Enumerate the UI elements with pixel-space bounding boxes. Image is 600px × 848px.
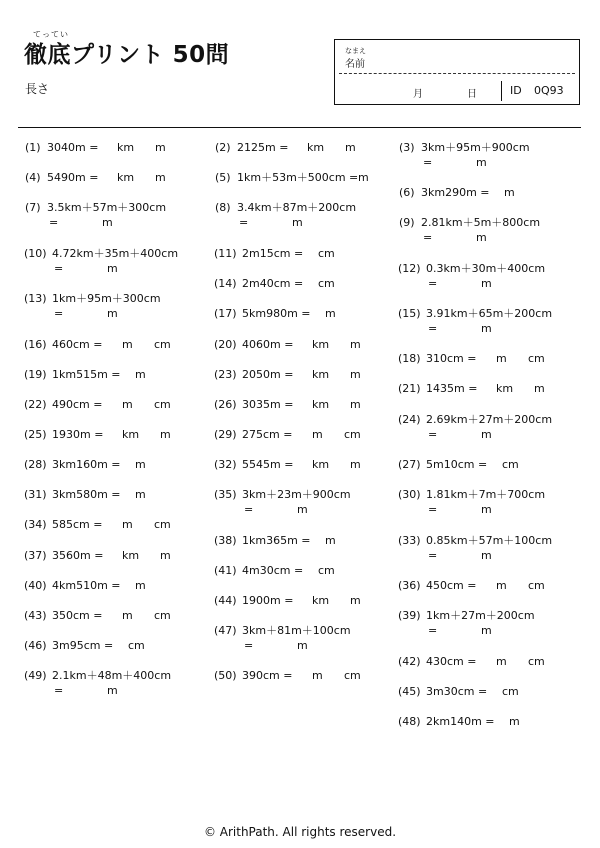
problem-expression: 2050m = xyxy=(242,368,294,381)
name-label: 名前 xyxy=(345,59,365,70)
unit-label: cm xyxy=(502,458,519,471)
equals-sign: = xyxy=(428,549,438,562)
unit-label: cm xyxy=(528,352,545,365)
problem-item xyxy=(398,413,578,443)
unit-label: m xyxy=(496,579,507,592)
problem-number: (24) xyxy=(398,413,421,426)
equals-sign: = xyxy=(244,503,254,516)
problem-number: (48) xyxy=(398,715,421,728)
problem-number: (11) xyxy=(214,247,237,260)
unit-label: m xyxy=(312,669,323,682)
unit-label: m xyxy=(155,171,166,184)
problem-expression: 3.4km＋87m＋200cm xyxy=(237,201,357,214)
problem-expression: 1900m = xyxy=(242,594,294,607)
name-underline xyxy=(339,73,575,74)
problem-item xyxy=(214,201,389,231)
unit-label: m xyxy=(481,624,492,637)
problem-number: (21) xyxy=(398,382,421,395)
problem-item xyxy=(398,458,578,473)
problem-number: (22) xyxy=(24,398,47,411)
unit-label: km xyxy=(122,549,140,562)
problem-number: (32) xyxy=(214,458,237,471)
unit-label: m xyxy=(481,428,492,441)
day-label: 日 xyxy=(467,89,477,100)
problem-expression: 4.72km＋35m＋400cm xyxy=(52,247,179,260)
page-subtitle: 長さ xyxy=(25,82,50,96)
problem-number: (37) xyxy=(24,549,47,562)
problem-expression: 1km＋95m＋300cm xyxy=(52,292,161,305)
problem-expression: 3.91km＋65m＋200cm xyxy=(426,307,553,320)
unit-label: m xyxy=(345,141,356,154)
problem-number: (9) xyxy=(399,216,415,229)
unit-label: cm xyxy=(344,428,361,441)
problem-expression: 350cm = xyxy=(52,609,103,622)
problem-item xyxy=(214,247,389,262)
problem-item xyxy=(214,488,389,518)
problem-expression: 1435m = xyxy=(426,382,478,395)
unit-label: m xyxy=(122,338,133,351)
problem-number: (29) xyxy=(214,428,237,441)
copyright: © ArithPath. All rights reserved. xyxy=(203,825,397,839)
problem-item xyxy=(214,141,389,156)
problem-item xyxy=(24,669,199,699)
unit-label: cm xyxy=(154,338,171,351)
unit-label: m xyxy=(481,503,492,516)
unit-label: m xyxy=(160,549,171,562)
problem-item xyxy=(398,352,578,367)
problem-expression: 3040m = xyxy=(47,141,99,154)
problem-number: (16) xyxy=(24,338,47,351)
problem-expression: 3km290m = xyxy=(421,186,490,199)
unit-label: cm xyxy=(502,685,519,698)
unit-label: m xyxy=(350,594,361,607)
problem-item xyxy=(214,594,389,609)
problem-item xyxy=(398,579,578,594)
problem-expression: 490cm = xyxy=(52,398,103,411)
problem-expression: 1km365m = xyxy=(242,534,311,547)
unit-label: m xyxy=(350,458,361,471)
problem-expression: 2.69km＋27m＋200cm xyxy=(426,413,553,426)
name-box xyxy=(334,39,580,105)
unit-label: m xyxy=(358,171,369,184)
equals-sign: = xyxy=(423,156,433,169)
problem-number: (19) xyxy=(24,368,47,381)
unit-label: m xyxy=(107,684,118,697)
id-label: ID xyxy=(510,84,522,97)
problem-expression: 2.81km＋5m＋800cm xyxy=(421,216,541,229)
equals-sign: = xyxy=(423,231,433,244)
problem-item xyxy=(214,398,389,413)
problem-expression: 3560m = xyxy=(52,549,104,562)
problem-item xyxy=(24,518,199,533)
problem-number: (4) xyxy=(25,171,41,184)
unit-label: m xyxy=(135,579,146,592)
unit-label: m xyxy=(350,338,361,351)
unit-label: cm xyxy=(344,669,361,682)
problem-expression: 275cm = xyxy=(242,428,293,441)
problem-expression: 3km＋23m＋900cm xyxy=(242,488,351,501)
unit-label: km xyxy=(496,382,514,395)
problem-item xyxy=(398,488,578,518)
problem-number: (47) xyxy=(214,624,237,637)
problem-item xyxy=(214,458,389,473)
problem-item xyxy=(214,428,389,443)
problem-item xyxy=(398,382,578,397)
equals-sign: = xyxy=(428,322,438,335)
problem-expression: 0.85km＋57m＋100cm xyxy=(426,534,553,547)
problem-number: (38) xyxy=(214,534,237,547)
problem-number: (40) xyxy=(24,579,47,592)
unit-label: km xyxy=(312,368,330,381)
problem-number: (31) xyxy=(24,488,47,501)
problem-expression: 1km＋27m＋200cm xyxy=(426,609,535,622)
equals-sign: = xyxy=(49,216,59,229)
equals-sign: = xyxy=(428,428,438,441)
unit-label: cm xyxy=(154,518,171,531)
unit-label: m xyxy=(135,458,146,471)
unit-label: km xyxy=(312,594,330,607)
page-title: 徹底プリント 50問 xyxy=(24,42,230,68)
unit-label: km xyxy=(307,141,325,154)
problem-number: (35) xyxy=(214,488,237,501)
problem-number: (23) xyxy=(214,368,237,381)
problem-number: (50) xyxy=(214,669,237,682)
problem-expression: 1km515m = xyxy=(52,368,121,381)
equals-sign: = xyxy=(239,216,249,229)
unit-label: m xyxy=(481,277,492,290)
unit-label: cm xyxy=(154,398,171,411)
problem-expression: 2m15cm = xyxy=(242,247,304,260)
unit-label: km xyxy=(312,458,330,471)
problem-expression: 1.81km＋7m＋700cm xyxy=(426,488,546,501)
problem-item xyxy=(214,624,389,654)
problem-expression: 3km＋95m＋900cm xyxy=(421,141,530,154)
problem-item xyxy=(24,398,199,413)
unit-label: m xyxy=(476,156,487,169)
problem-number: (42) xyxy=(398,655,421,668)
unit-label: cm xyxy=(318,564,335,577)
unit-label: m xyxy=(107,262,118,275)
problem-number: (49) xyxy=(24,669,47,682)
problem-expression: 4060m = xyxy=(242,338,294,351)
equals-sign: = xyxy=(54,307,64,320)
unit-label: m xyxy=(297,639,308,652)
problem-item xyxy=(24,639,199,654)
problem-item xyxy=(24,488,199,503)
problem-item xyxy=(24,247,199,277)
equals-sign: = xyxy=(428,277,438,290)
problem-expression: 2m40cm = xyxy=(242,277,304,290)
unit-label: m xyxy=(135,368,146,381)
problem-expression: 4m30cm = xyxy=(242,564,304,577)
title-ruby: てってい xyxy=(33,30,69,39)
problem-number: (33) xyxy=(398,534,421,547)
problem-expression: 0.3km＋30m＋400cm xyxy=(426,262,546,275)
unit-label: cm xyxy=(318,277,335,290)
problem-item xyxy=(214,368,389,383)
problem-item xyxy=(398,609,578,639)
problem-expression: 5m10cm = xyxy=(426,458,488,471)
problem-number: (6) xyxy=(399,186,415,199)
unit-label: m xyxy=(107,307,118,320)
problem-item xyxy=(398,262,578,292)
problem-expression: 390cm = xyxy=(242,669,293,682)
problem-expression: 3km＋81m＋100cm xyxy=(242,624,351,637)
unit-label: m xyxy=(350,368,361,381)
unit-label: m xyxy=(496,352,507,365)
unit-label: m xyxy=(312,428,323,441)
problem-number: (28) xyxy=(24,458,47,471)
problem-number: (45) xyxy=(398,685,421,698)
unit-label: m xyxy=(122,398,133,411)
unit-label: m xyxy=(481,549,492,562)
problem-number: (8) xyxy=(215,201,231,214)
problem-expression: 4km510m = xyxy=(52,579,121,592)
unit-label: km xyxy=(312,398,330,411)
problem-number: (25) xyxy=(24,428,47,441)
problem-item xyxy=(24,549,199,564)
unit-label: m xyxy=(292,216,303,229)
problem-expression: 310cm = xyxy=(426,352,477,365)
problem-item xyxy=(214,669,389,684)
problem-item xyxy=(398,186,578,201)
problem-item xyxy=(398,715,578,730)
unit-label: m xyxy=(122,609,133,622)
problem-number: (15) xyxy=(398,307,421,320)
problem-expression: 2km140m = xyxy=(426,715,495,728)
unit-label: m xyxy=(504,186,515,199)
problem-expression: 1km＋53m＋500cm = xyxy=(237,171,359,184)
problem-number: (13) xyxy=(24,292,47,305)
problem-expression: 3.5km＋57m＋300cm xyxy=(47,201,167,214)
problem-expression: 460cm = xyxy=(52,338,103,351)
unit-label: m xyxy=(155,141,166,154)
problem-expression: 2.1km＋48m＋400cm xyxy=(52,669,172,682)
unit-label: km xyxy=(122,428,140,441)
month-label: 月 xyxy=(413,89,423,100)
problem-item xyxy=(24,579,199,594)
unit-label: m xyxy=(509,715,520,728)
unit-label: cm xyxy=(528,655,545,668)
problem-item xyxy=(214,171,389,186)
unit-label: cm xyxy=(154,609,171,622)
unit-label: km xyxy=(312,338,330,351)
problem-item xyxy=(398,307,578,337)
problem-number: (20) xyxy=(214,338,237,351)
equals-sign: = xyxy=(428,503,438,516)
unit-label: m xyxy=(160,428,171,441)
problem-number: (1) xyxy=(25,141,41,154)
id-divider xyxy=(501,81,502,101)
problem-item xyxy=(214,564,389,579)
problem-item xyxy=(24,141,199,156)
id-value: 0Q93 xyxy=(534,84,564,97)
unit-label: m xyxy=(496,655,507,668)
problem-number: (14) xyxy=(214,277,237,290)
problem-number: (30) xyxy=(398,488,421,501)
problem-number: (34) xyxy=(24,518,47,531)
unit-label: m xyxy=(350,398,361,411)
equals-sign: = xyxy=(244,639,254,652)
unit-label: m xyxy=(325,534,336,547)
problem-expression: 5km980m = xyxy=(242,307,311,320)
unit-label: m xyxy=(297,503,308,516)
problem-item xyxy=(214,338,389,353)
equals-sign: = xyxy=(428,624,438,637)
unit-label: cm xyxy=(528,579,545,592)
problem-item xyxy=(398,655,578,670)
problem-number: (46) xyxy=(24,639,47,652)
problem-item xyxy=(24,458,199,473)
problem-number: (7) xyxy=(25,201,41,214)
problem-item xyxy=(214,534,389,549)
problem-expression: 5545m = xyxy=(242,458,294,471)
problem-expression: 5490m = xyxy=(47,171,99,184)
problem-item xyxy=(24,338,199,353)
problem-number: (12) xyxy=(398,262,421,275)
problem-expression: 3km580m = xyxy=(52,488,121,501)
problem-item xyxy=(398,685,578,700)
unit-label: m xyxy=(102,216,113,229)
unit-label: m xyxy=(135,488,146,501)
unit-label: cm xyxy=(128,639,145,652)
unit-label: m xyxy=(534,382,545,395)
problem-number: (41) xyxy=(214,564,237,577)
problem-expression: 3m30cm = xyxy=(426,685,488,698)
problem-number: (39) xyxy=(398,609,421,622)
problem-number: (2) xyxy=(215,141,231,154)
unit-label: m xyxy=(122,518,133,531)
problem-expression: 585cm = xyxy=(52,518,103,531)
equals-sign: = xyxy=(54,262,64,275)
problem-expression: 430cm = xyxy=(426,655,477,668)
problem-item xyxy=(214,307,389,322)
problem-number: (5) xyxy=(215,171,231,184)
problem-number: (17) xyxy=(214,307,237,320)
header-rule xyxy=(18,127,581,128)
problem-number: (44) xyxy=(214,594,237,607)
problem-item xyxy=(398,216,578,246)
problem-item xyxy=(24,428,199,443)
problem-item xyxy=(398,534,578,564)
problem-item xyxy=(24,171,199,186)
problem-number: (36) xyxy=(398,579,421,592)
problem-expression: 3035m = xyxy=(242,398,294,411)
problem-expression: 450cm = xyxy=(426,579,477,592)
problem-expression: 1930m = xyxy=(52,428,104,441)
problem-item xyxy=(398,141,578,171)
unit-label: m xyxy=(476,231,487,244)
unit-label: m xyxy=(481,322,492,335)
problem-number: (26) xyxy=(214,398,237,411)
problem-item xyxy=(214,277,389,292)
problem-number: (27) xyxy=(398,458,421,471)
problem-expression: 2125m = xyxy=(237,141,289,154)
unit-label: km xyxy=(117,171,135,184)
problem-number: (18) xyxy=(398,352,421,365)
problem-item xyxy=(24,609,199,624)
problem-number: (10) xyxy=(24,247,47,260)
problem-item xyxy=(24,368,199,383)
problem-item xyxy=(24,201,199,231)
name-ruby: なまえ xyxy=(345,47,366,55)
problem-number: (3) xyxy=(399,141,415,154)
problem-number: (43) xyxy=(24,609,47,622)
problem-expression: 3km160m = xyxy=(52,458,121,471)
unit-label: cm xyxy=(318,247,335,260)
equals-sign: = xyxy=(54,684,64,697)
unit-label: km xyxy=(117,141,135,154)
problem-item xyxy=(24,292,199,322)
unit-label: m xyxy=(325,307,336,320)
problem-expression: 3m95cm = xyxy=(52,639,114,652)
